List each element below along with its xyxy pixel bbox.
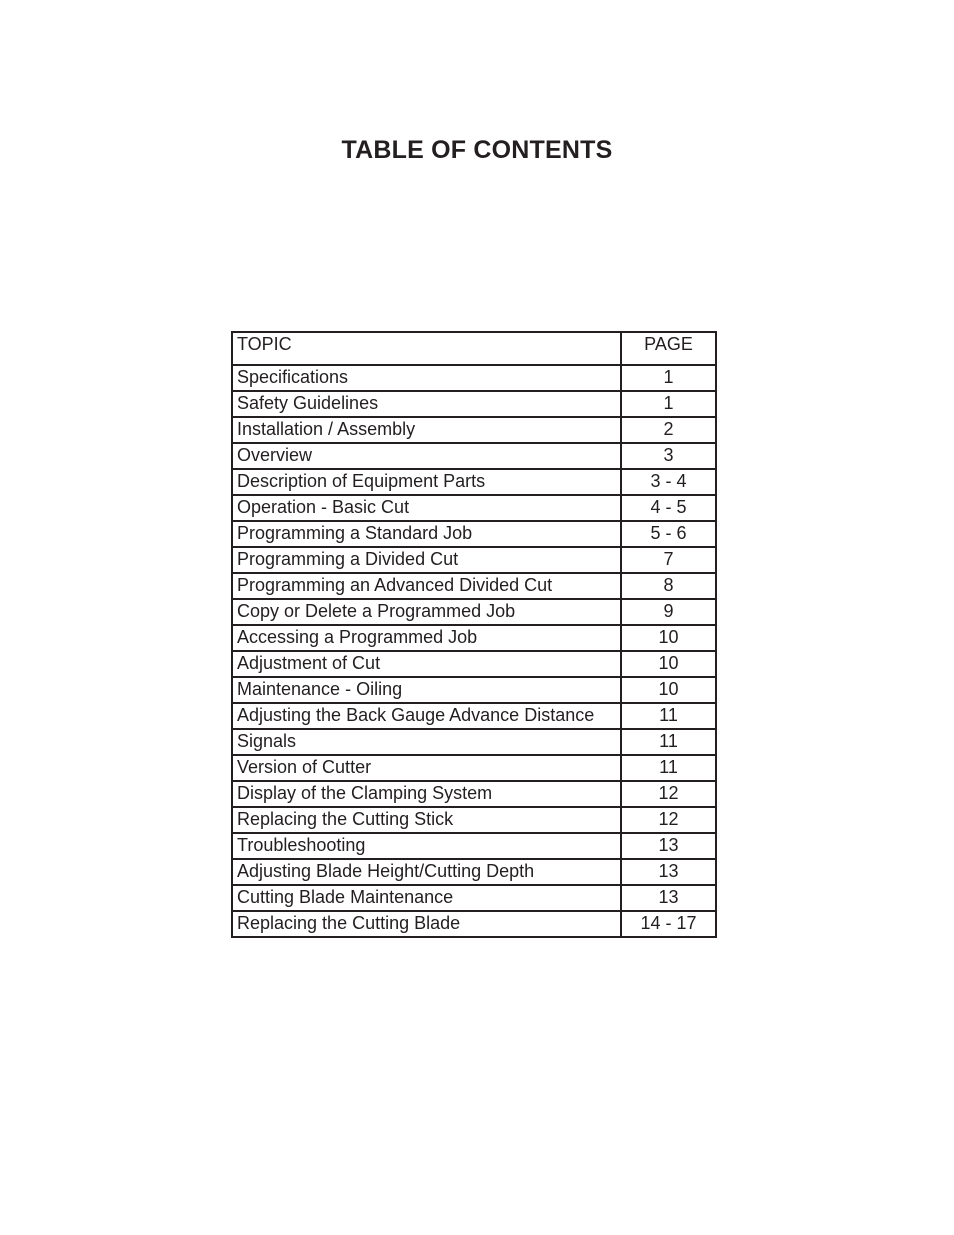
table-row xyxy=(232,495,716,521)
table-row xyxy=(232,443,716,469)
page-number-cell: 12 xyxy=(621,807,716,833)
page-number-cell: 1 xyxy=(621,365,716,391)
topic-cell: Overview xyxy=(232,443,621,469)
table-row xyxy=(232,859,716,885)
table-row xyxy=(232,547,716,573)
page-number-cell: 10 xyxy=(621,677,716,703)
table-row xyxy=(232,625,716,651)
topic-cell: Installation / Assembly xyxy=(232,417,621,443)
table-row xyxy=(232,521,716,547)
topic-cell: Description of Equipment Parts xyxy=(232,469,621,495)
topic-cell: Replacing the Cutting Blade xyxy=(232,911,621,937)
table-row xyxy=(232,755,716,781)
table-row xyxy=(232,573,716,599)
page-number-cell: 13 xyxy=(621,859,716,885)
page-number-cell: 3 xyxy=(621,443,716,469)
topic-cell: Adjusting the Back Gauge Advance Distance xyxy=(232,703,621,729)
table-row xyxy=(232,365,716,391)
topic-cell: Copy or Delete a Programmed Job xyxy=(232,599,621,625)
page-number-cell: 11 xyxy=(621,729,716,755)
page-number-cell: 8 xyxy=(621,573,716,599)
page-number-cell: 12 xyxy=(621,781,716,807)
page-number-cell: 1 xyxy=(621,391,716,417)
table-row xyxy=(232,599,716,625)
topic-cell: Version of Cutter xyxy=(232,755,621,781)
topic-cell: Adjustment of Cut xyxy=(232,651,621,677)
table-of-contents xyxy=(231,331,717,938)
page-number-cell: 9 xyxy=(621,599,716,625)
table-row xyxy=(232,703,716,729)
page-number-cell: 7 xyxy=(621,547,716,573)
page-number-cell: 11 xyxy=(621,755,716,781)
topic-cell: Specifications xyxy=(232,365,621,391)
table-row xyxy=(232,417,716,443)
topic-cell: Programming an Advanced Divided Cut xyxy=(232,573,621,599)
page-number-cell: 2 xyxy=(621,417,716,443)
topic-cell: Cutting Blade Maintenance xyxy=(232,885,621,911)
page-number-cell: 10 xyxy=(621,651,716,677)
table-row xyxy=(232,807,716,833)
table-row xyxy=(232,391,716,417)
page-column-header: PAGE xyxy=(621,332,716,365)
topic-cell: Signals xyxy=(232,729,621,755)
table-body xyxy=(232,365,716,937)
page-title: TABLE OF CONTENTS xyxy=(341,136,613,164)
topic-cell: Safety Guidelines xyxy=(232,391,621,417)
table-row xyxy=(232,885,716,911)
table-row xyxy=(232,729,716,755)
table-header-row xyxy=(232,332,716,365)
table-row xyxy=(232,833,716,859)
table-row xyxy=(232,911,716,937)
topic-cell: Accessing a Programmed Job xyxy=(232,625,621,651)
table-row xyxy=(232,677,716,703)
topic-cell: Programming a Standard Job xyxy=(232,521,621,547)
topic-cell: Adjusting Blade Height/Cutting Depth xyxy=(232,859,621,885)
topic-cell: Maintenance - Oiling xyxy=(232,677,621,703)
page-number-cell: 4 - 5 xyxy=(621,495,716,521)
topic-cell: Troubleshooting xyxy=(232,833,621,859)
page-number-cell: 5 - 6 xyxy=(621,521,716,547)
topic-cell: Replacing the Cutting Stick xyxy=(232,807,621,833)
topic-cell: Display of the Clamping System xyxy=(232,781,621,807)
page-number-cell: 3 - 4 xyxy=(621,469,716,495)
table-row xyxy=(232,781,716,807)
page-number-cell: 14 - 17 xyxy=(621,911,716,937)
topic-cell: Programming a Divided Cut xyxy=(232,547,621,573)
table-row xyxy=(232,651,716,677)
page-number-cell: 13 xyxy=(621,885,716,911)
topic-column-header: TOPIC xyxy=(232,332,621,365)
page-number-cell: 10 xyxy=(621,625,716,651)
table-row xyxy=(232,469,716,495)
page-number-cell: 13 xyxy=(621,833,716,859)
page-number-cell: 11 xyxy=(621,703,716,729)
topic-cell: Operation - Basic Cut xyxy=(232,495,621,521)
